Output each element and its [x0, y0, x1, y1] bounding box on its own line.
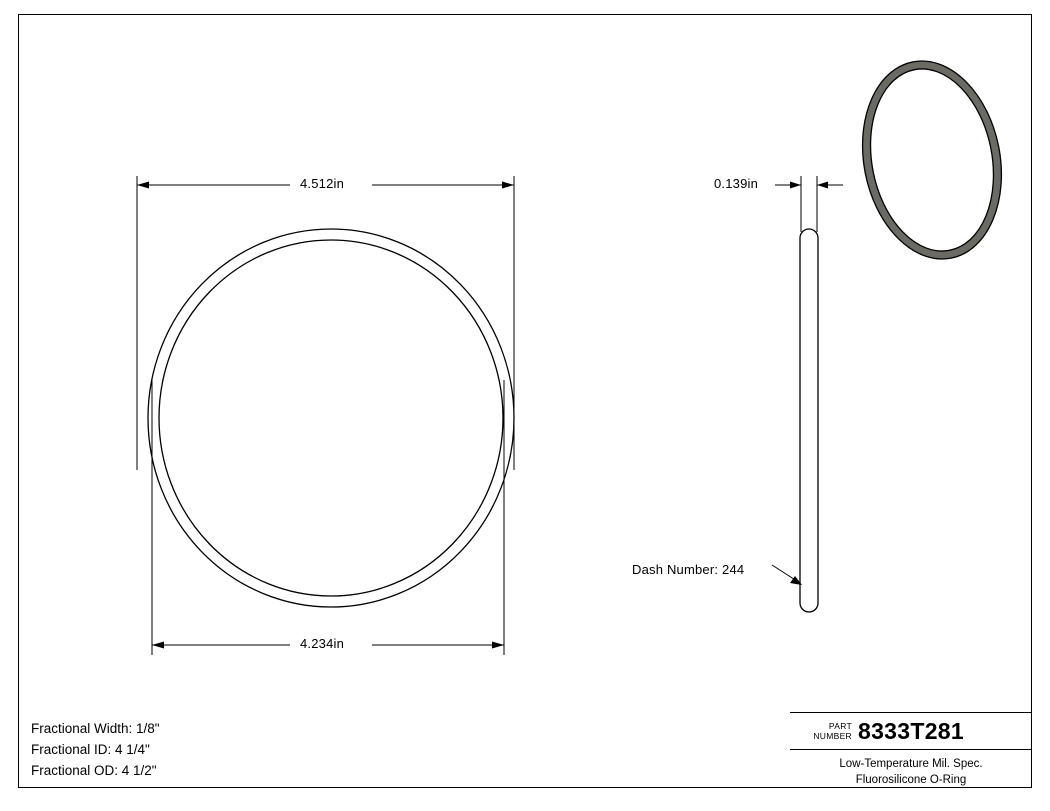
- front-view-oring: [148, 229, 514, 607]
- dash-number-leader: [772, 565, 802, 585]
- spec-fractional-width: Fractional Width: 1/8": [31, 721, 160, 736]
- side-view-section: [800, 229, 818, 612]
- dimension-id-label: 4.234in: [300, 636, 345, 651]
- dimension-od-label: 4.512in: [300, 176, 345, 191]
- dimension-section-width: [775, 176, 843, 232]
- dash-number-label: Dash Number: 244: [632, 562, 745, 577]
- dimension-section-width-label: 0.139in: [714, 176, 759, 191]
- part-number-value: 8333T281: [858, 717, 964, 744]
- spec-fractional-id: Fractional ID: 4 1/4": [31, 742, 150, 757]
- isometric-oring: [846, 49, 1018, 271]
- product-description: [790, 750, 1032, 788]
- part-number-label: [790, 721, 858, 741]
- part-number-label-line2: NUMBER: [813, 731, 852, 741]
- spec-fractional-od: Fractional OD: 4 1/2": [31, 763, 157, 778]
- title-block: [790, 712, 1032, 788]
- title-block-part-row: [790, 713, 1032, 750]
- specification-list: [31, 718, 160, 781]
- product-description-line1: Low-Temperature Mil. Spec.: [839, 758, 983, 770]
- product-description-line2: Fluorosilicone O-Ring: [855, 774, 967, 786]
- part-number-label-line1: PART: [828, 721, 852, 731]
